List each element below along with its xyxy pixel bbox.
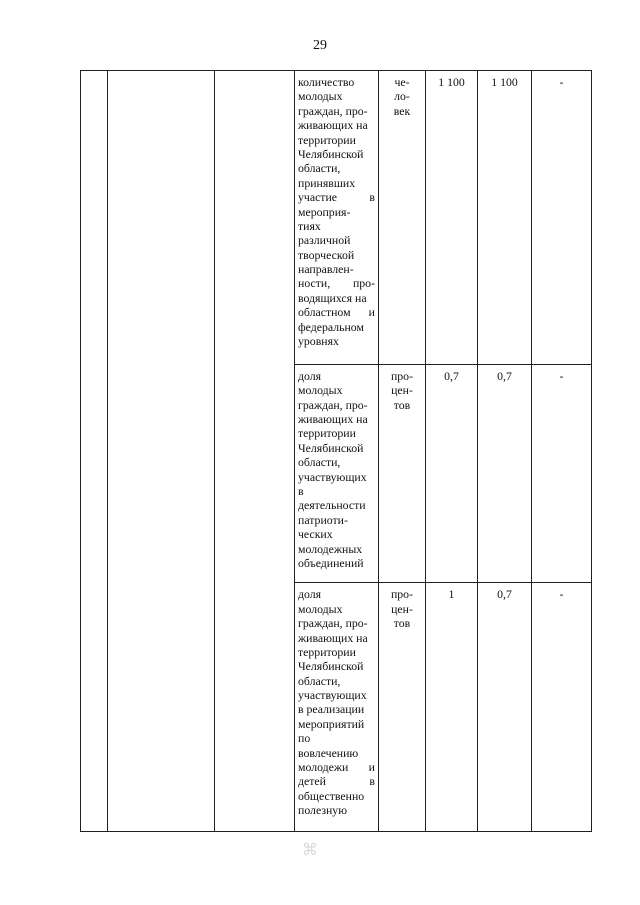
indicator-name-word: общественно [298, 788, 365, 803]
indicator-name-line [298, 398, 375, 412]
indicator-name-line [298, 542, 375, 556]
indicator-name-line [298, 412, 375, 426]
indicator-name-word: мероприя- [298, 204, 351, 219]
value-2-cell: 1 100 [478, 71, 532, 365]
indicator-name-word: участвующих [298, 688, 367, 703]
unit-line: век [393, 103, 411, 118]
empty-cell-col3 [215, 71, 295, 832]
indicator-name-line [298, 276, 375, 290]
indicator-name-line [298, 320, 375, 334]
unit-line: про- [390, 587, 414, 602]
indicator-name-word: творческой [298, 247, 355, 262]
indicator-name-line [298, 731, 375, 745]
empty-cell-col1 [81, 71, 108, 832]
indicator-name-word: по [298, 731, 311, 746]
indicator-name-line [298, 334, 375, 348]
value-2-cell: 0,7 [478, 364, 532, 582]
indicator-name-word: участие [298, 190, 338, 205]
indicator-name-line [298, 383, 375, 397]
indicator-name-word: в [298, 484, 304, 498]
indicator-name-word: различной [298, 233, 351, 248]
indicator-name-word: ческих [298, 527, 333, 542]
table-body [81, 71, 592, 832]
unit-line: цен- [391, 383, 413, 398]
indicator-name-line [298, 674, 375, 688]
indicator-name-word: в [369, 190, 375, 205]
indicator-name-line [298, 556, 375, 570]
indicator-name-word: федеральном [298, 319, 364, 334]
table-row [81, 71, 592, 365]
indicator-name-line [298, 484, 375, 498]
indicator-name-line [298, 147, 375, 161]
indicator-name-word: количество [298, 75, 355, 89]
value-3-cell: - [532, 71, 592, 365]
value-2-cell: 0,7 [478, 583, 532, 832]
indicator-name-line [298, 602, 375, 616]
indicator-name-line [298, 616, 375, 630]
indicator-name-cell [295, 71, 379, 365]
indicator-name-word: Челябинской [298, 440, 364, 455]
indicator-name-line [298, 369, 375, 383]
indicator-name-line [298, 645, 375, 659]
indicator-name-line [298, 205, 375, 219]
indicator-name-word: живающих на [298, 630, 368, 645]
indicator-name-line [298, 219, 375, 233]
indicator-name-word: живающих на [298, 118, 368, 133]
value-1-cell: 1 100 [426, 71, 478, 365]
indicator-name-word: принявших [298, 175, 356, 190]
indicator-name-word: в [369, 774, 375, 789]
indicator-name-line [298, 470, 375, 484]
indicator-name-word: объединений [298, 555, 364, 570]
unit-line: про- [390, 368, 414, 383]
indicator-name-line [298, 631, 375, 645]
indicator-name-word: участвующих [298, 469, 367, 484]
indicator-name-line [298, 659, 375, 673]
indicator-name-word: доля [298, 587, 322, 602]
indicator-name-word: водящихся на [298, 290, 367, 305]
indicator-name-line [298, 587, 375, 601]
indicator-name-word: областном [298, 305, 351, 320]
indicator-name-word: патриоти- [298, 512, 348, 527]
indicator-name-word: молодых [298, 601, 343, 616]
indicator-name-line [298, 291, 375, 305]
indicator-name-line [298, 305, 375, 319]
unit-cell [379, 364, 426, 582]
indicator-name-word: территории [298, 644, 356, 659]
unit-line: тов [393, 616, 411, 631]
indicator-name-word: в реализации [298, 702, 365, 717]
indicator-name-word: Челябинской [298, 659, 364, 674]
indicator-name-word: территории [298, 426, 356, 441]
indicator-name-word: молодежи [298, 760, 349, 775]
indicator-name-word: молодых [298, 89, 343, 104]
indicator-name-line [298, 133, 375, 147]
indicator-name-word: молодых [298, 383, 343, 398]
indicators-table [80, 70, 592, 832]
indicator-name-word: вовлечению [298, 745, 359, 760]
indicator-name-line [298, 248, 375, 262]
unit-cell [379, 71, 426, 365]
indicator-name-line [298, 262, 375, 276]
indicator-name-line [298, 702, 375, 716]
unit-line: цен- [391, 601, 413, 616]
value-3-cell: - [532, 583, 592, 832]
indicator-name-line [298, 688, 375, 702]
indicator-name-word: области, [298, 161, 341, 176]
indicator-name-cell [295, 583, 379, 832]
indicator-name-word: про- [352, 276, 375, 291]
indicator-name-line [298, 774, 375, 788]
indicator-name-line [298, 717, 375, 731]
indicator-name-line [298, 161, 375, 175]
indicator-name-line [298, 104, 375, 118]
value-1-cell: 1 [426, 583, 478, 832]
indicator-name-word: деятельности [298, 498, 366, 513]
indicator-name-word: живающих на [298, 412, 368, 427]
indicator-name-word: граждан, про- [298, 616, 368, 631]
indicator-name-word: Челябинской [298, 146, 364, 161]
value-1-cell: 0,7 [426, 364, 478, 582]
unit-line: тов [393, 397, 411, 412]
indicator-name-line [298, 513, 375, 527]
indicator-name-line [298, 233, 375, 247]
indicator-name-line [298, 190, 375, 204]
indicator-name-word: доля [298, 368, 322, 383]
value-3-cell: - [532, 364, 592, 582]
indicator-name-word: мероприятий [298, 716, 365, 731]
indicator-name-word: уровнях [298, 334, 339, 349]
indicator-name-word: тиях [298, 218, 321, 233]
unit-line: ло- [394, 89, 410, 104]
faint-stamp-mark [255, 840, 365, 870]
indicator-name-word: ности, [298, 276, 331, 291]
indicator-name-line [298, 89, 375, 103]
indicator-name-line [298, 760, 375, 774]
indicator-name-line [298, 118, 375, 132]
page-number: 29 [313, 38, 327, 53]
indicator-name-line [298, 176, 375, 190]
unit-line: че- [394, 75, 410, 89]
indicator-name-word: и [368, 760, 375, 775]
indicator-name-word: полезную [298, 803, 348, 818]
indicator-name-line [298, 455, 375, 469]
indicator-name-word: направлен- [298, 262, 354, 277]
indicator-name-word: детей [298, 774, 326, 789]
indicator-name-line [298, 498, 375, 512]
empty-cell-col2 [108, 71, 215, 832]
indicator-name-line [298, 746, 375, 760]
indicator-name-word: граждан, про- [298, 397, 368, 412]
indicator-name-word: области, [298, 673, 341, 688]
indicator-name-line [298, 426, 375, 440]
indicator-name-word: молодежных [298, 541, 363, 556]
stamp-icon: ⌘ [302, 842, 318, 859]
indicator-name-word: и [368, 305, 375, 320]
indicator-name-word: граждан, про- [298, 103, 368, 118]
indicator-name-word: территории [298, 132, 356, 147]
indicator-name-cell [295, 364, 379, 582]
unit-cell [379, 583, 426, 832]
indicator-name-line [298, 789, 375, 803]
indicator-name-line [298, 803, 375, 817]
indicator-name-line [298, 441, 375, 455]
indicator-name-word: области, [298, 455, 341, 470]
indicator-name-line [298, 527, 375, 541]
indicator-name-line [298, 75, 375, 89]
